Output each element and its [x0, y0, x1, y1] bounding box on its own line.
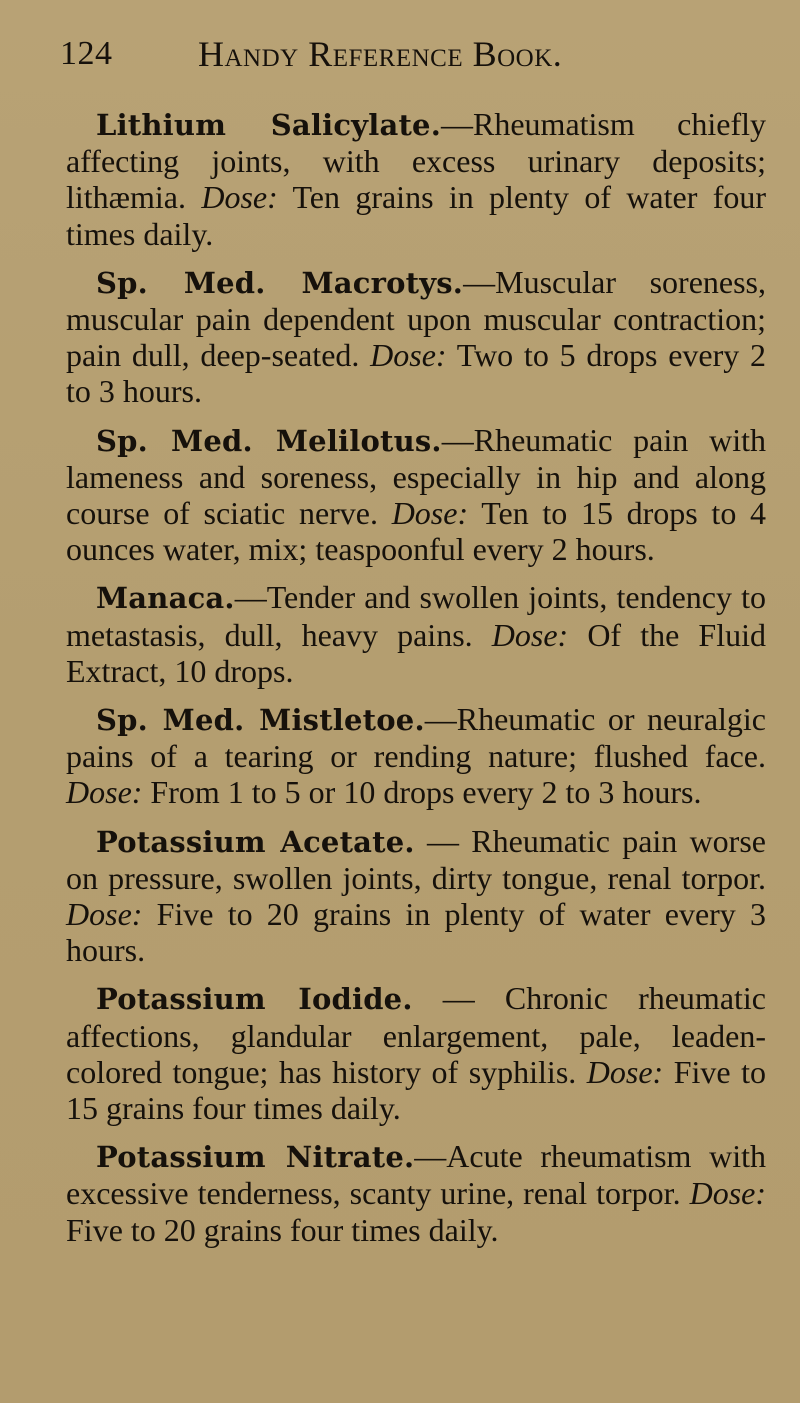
dose-label: Dose:	[689, 1175, 766, 1212]
entry-term: Sp. Med. Macrotys.	[96, 265, 464, 300]
entry-description: —Acute rheumatism with excessive tenderness, scanty urine, renal torpor.	[66, 1138, 767, 1212]
entry-lithium-salicylate	[66, 106, 766, 252]
dose-text: Five to 20 grains four times daily.	[66, 1211, 499, 1248]
entry-potassium-acetate	[66, 823, 766, 969]
entry-potassium-nitrate	[66, 1138, 766, 1248]
running-title: Handy Reference Book.	[198, 34, 563, 74]
dose-label: Dose:	[491, 616, 569, 653]
dose-text: Five to 15 grains four times daily.	[66, 1053, 767, 1127]
dose-text: Ten to 15 drops to 4 ounces water, mix; teaspoonful every 2 hours.	[66, 495, 767, 568]
dose-label: Dose:	[391, 495, 469, 532]
entry-term: Potassium Acetate.	[96, 824, 415, 859]
entry-description: —Rheumatic pain with lameness and soreness, especially in hip and along course of sciatic nerve.	[66, 421, 766, 532]
page-header	[60, 32, 760, 76]
entry-description: — Rheumatic pain worse on pressure, swollen joints, dirty tongue, renal torpor.	[66, 822, 766, 896]
dose-label: Dose:	[66, 896, 143, 933]
entry-term: Potassium Iodide.	[96, 982, 413, 1017]
entry-melilotus	[66, 422, 766, 568]
dose-text: Five to 20 grains in plenty of water every 3 hours.	[66, 896, 766, 969]
entry-term: Manaca.	[96, 581, 235, 616]
entry-term: Lithium Salicylate.	[96, 108, 441, 142]
entry-mistletoe	[66, 701, 766, 811]
entry-description: —Muscular soreness, muscular pain dependent upon muscular contraction; pain dull, deep-seated.	[66, 263, 767, 374]
entry-potassium-iodide	[66, 980, 766, 1126]
page-body	[66, 106, 766, 1260]
dose-label: Dose:	[586, 1053, 664, 1090]
dose-text: From 1 to 5 or 10 drops every 2 to 3 hours.	[142, 774, 702, 811]
dose-label: Dose:	[370, 337, 447, 374]
dose-text: Ten grains in plenty of water four times daily.	[66, 179, 767, 252]
entry-term: Potassium Nitrate.	[96, 1140, 415, 1175]
entry-macrotys	[66, 264, 766, 410]
dose-label: Dose:	[201, 179, 278, 216]
page-number: 124	[60, 35, 113, 72]
entry-description: —Tender and swollen joints, tendency to metastasis, dull, heavy pains.	[66, 579, 766, 653]
entry-term: Sp. Med. Mistletoe.	[96, 703, 425, 738]
entry-manaca	[66, 579, 766, 689]
entry-description: — Chronic rheumatic affections, glandular enlargement, pale, leaden-colored tongue; has history of syphilis.	[66, 980, 766, 1090]
entry-description: —Rheumatic or neuralgic pains of a tearing or rending nature; flushed face.	[66, 701, 766, 775]
dose-label: Dose:	[66, 774, 143, 811]
entry-description: —Rheumatism chiefly affecting joints, with excess urinary deposits; lithæmia.	[66, 106, 766, 216]
dose-text: Of the Fluid Extract, 10 drops.	[66, 616, 766, 689]
entry-term: Sp. Med. Melilotus.	[96, 423, 442, 458]
dose-text: Two to 5 drops every 2 to 3 hours.	[66, 337, 767, 410]
